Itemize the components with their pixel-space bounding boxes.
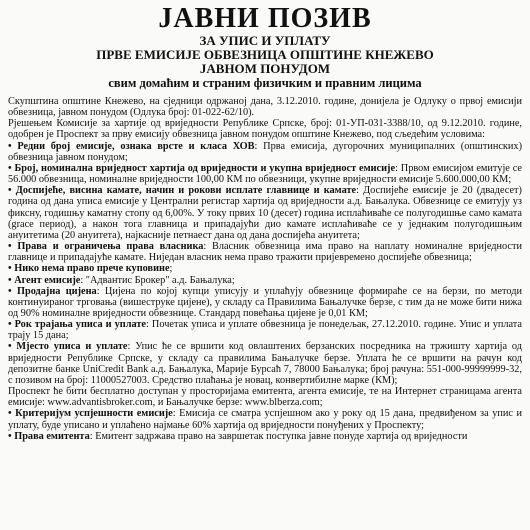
notice-subtitle-2: ПРВЕ ЕМИСИЈЕ ОБВЕЗНИЦА ОПШТИНЕ КНЕЖЕВО xyxy=(96,47,434,62)
bullet-icon: • xyxy=(8,162,15,174)
notice-subtitle-3: ЈАВНОМ ПОНУДОМ xyxy=(199,61,331,76)
condition-item xyxy=(8,431,522,442)
condition-heading: Продајна цијена xyxy=(16,285,97,297)
condition-text: ; xyxy=(169,263,173,275)
condition-item xyxy=(8,241,522,263)
condition-heading: Мјесто уписа и уплате xyxy=(16,341,128,353)
notice-subtitle-1: ЗА УПИС И УПЛАТУ xyxy=(199,33,331,48)
condition-item xyxy=(8,408,522,430)
bullet-icon: • xyxy=(8,274,15,286)
condition-text: : Емитент задржава право на завршетак поступка јавне понуде хартија од вриједности xyxy=(89,430,468,442)
condition-item xyxy=(8,163,522,185)
bullet-icon: • xyxy=(8,185,16,197)
condition-text: : Цијена по којој купци уписују и уплаћују обвезнице формираће се на берзи, по методи континуираног трговања (вишеструке цијене), у складу са Правилима Бањалучке берзе, с тим да не може бити нижа од 90% номиналне вриједности обвезнице. Стандард повећања цијене је 0,01 КМ; xyxy=(8,285,522,319)
condition-item xyxy=(8,141,522,163)
notice-subtitle-4: свим домаћим и страним физичким и правним лицима xyxy=(108,76,422,90)
condition-item xyxy=(8,275,522,286)
condition-heading: Број, номинална вриједност хартија од вриједности и укупна вриједност емисије xyxy=(14,162,396,174)
condition-text: : Емисија се сматра успјешном ако у року од 15 дана, предвиђеном за упис и уплату, буде уписано и уплаћено најмање 60% хартија од вриједности понуђених у Проспекту; xyxy=(8,408,522,431)
bullet-icon: • xyxy=(8,341,17,353)
condition-heading: Критеријум успјешности емисије xyxy=(15,408,173,420)
condition-text: : Доспијеће емисије је 20 (двадесет) година од дана уписа емисије у Централни регистар хартија од вриједности а.д. Бањалука. Обвезнице се емитују уз фиксну, годишњу каматну стопу од 6,00%. У току првих 10 (десет) година исплаћиваће се полугодишње само камата (grace период), а након тога главница и припадајући дио камате исплаћиваће се у једнаким полугодишњим ануитетима (20 ануитета), најкасније петнаест дана од дана доспијећа ануитета; xyxy=(8,185,522,241)
condition-text: : Почетак уписа и уплате обвезница је понедељак, 27.12.2010. године. Упис и уплата трају 15 дана; xyxy=(8,319,523,342)
condition-text: : Власник обвезница има право на наплату номиналне вриједности главнице и припадајуће камате. Ниједан власник нема право тражити пријевремено доспијеће обвезница; xyxy=(8,241,522,264)
prospectus-availability xyxy=(8,386,522,408)
condition-item xyxy=(8,341,522,386)
condition-text: : Првом емисијом емитује се 56.000 обвезница, номиналне вриједности 100,00 КМ по обвезници, укупне вриједности емисије 5.600.000,00 КМ; xyxy=(8,162,522,186)
condition-item xyxy=(8,263,522,274)
condition-text: : "Адвантис Брокер" а.д. Бањалука; xyxy=(80,274,235,286)
bullet-icon: • xyxy=(8,140,18,152)
intro-paragraph-2: Рјешењем Комисије за хартије од вриједности Републике Српске, број: 01-УП-031-3388/10, од 9.12.2010. године, одобрен је Проспект за прву емисију обвезница јавном понудом општине Кнежево, под сљедећим условима: xyxy=(8,118,522,141)
condition-item xyxy=(8,185,522,241)
condition-heading: Права емитента xyxy=(14,430,90,442)
bullet-icon: • xyxy=(8,430,15,442)
condition-text: Проспект ће бити бесплатно доступан у просторијама емитента, агента емисије, те на Интернет страницама агента емисије: www.advantisbroker.com, и Бањалучке берзе: www.blberza.com; xyxy=(8,386,522,409)
condition-text: : Прва емисија, дугорочних муниципалних (општинских) обвезница јавном понудом; xyxy=(8,140,522,163)
intro-paragraph-1: Скупштина општине Кнежево, на сједници одржаној дана, 3.12.2010. године, донијела је Одлуку о првој емисији обвезница, јавном понудом (Одлука број: 01-022-62/10). xyxy=(8,96,522,119)
bullet-icon: • xyxy=(8,241,18,253)
bullet-icon: • xyxy=(8,263,15,275)
condition-heading: Редни број емисије, ознака врсте и класа ХОВ xyxy=(17,140,255,152)
bullet-icon: • xyxy=(8,285,17,297)
notice-title: ЈАВНИ ПОЗИВ xyxy=(158,3,372,34)
condition-heading: Агент емисије xyxy=(14,274,81,286)
notice-body xyxy=(8,96,522,442)
condition-heading: Права и ограничења права власника xyxy=(17,241,204,253)
condition-heading: Нико нема право прече куповине xyxy=(14,263,170,275)
condition-item xyxy=(8,286,522,319)
condition-heading: Рок трајања уписа и уплате xyxy=(14,319,147,331)
condition-item xyxy=(8,319,522,341)
bullet-icon: • xyxy=(8,408,16,420)
condition-heading: Доспијеће, висина камате, начин и рокови исплате главнице и камате xyxy=(15,185,357,197)
condition-text: : Упис ће се вршити код овлаштених берзанских посредника на тржишту хартија од вриједности Републике Српске, у складу са правилима Бањалучке берзе. Уплата ће се вршити на рачун код депозитне банке UniCredit Bank а.д. Бањалука, Марије Бурсаћ 7, 78000 Бањалука; број рачуна: 551-000-99999999-32, с позивом на број: 11000527003. Средство плаћања је новац, конвертибилне марке (КМ); xyxy=(8,341,522,386)
bullet-icon: • xyxy=(8,319,15,331)
